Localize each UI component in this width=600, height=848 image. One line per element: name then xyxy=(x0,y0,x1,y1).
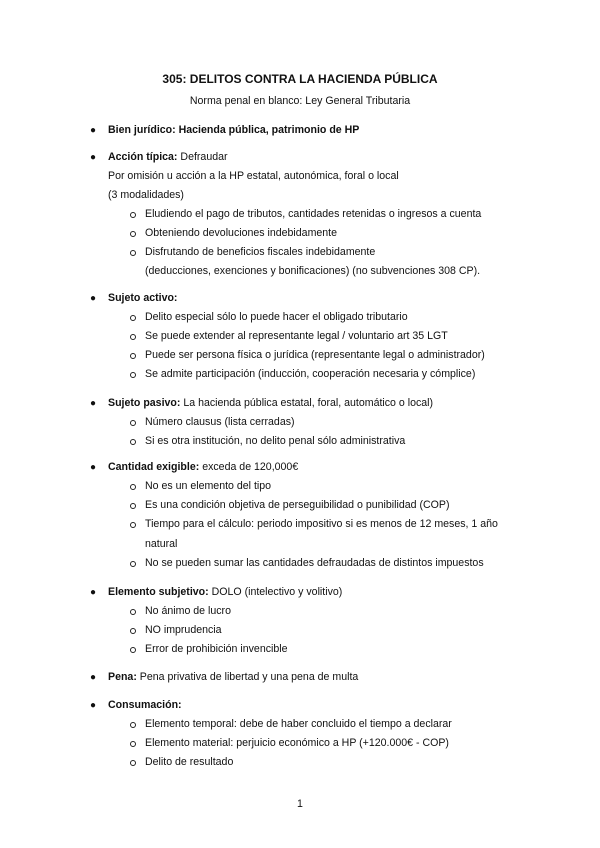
list-item-continuation: (deducciones, exenciones y bonificaciones) (no subvenciones 308 CP). xyxy=(145,265,481,277)
list-item: Eludiendo el pago de tributos, cantidades retenidas o ingresos a cuenta xyxy=(145,208,482,220)
section-elemento-subjetivo xyxy=(108,586,342,599)
section-text: DOLO (intelectivo y volitivo) xyxy=(208,586,343,598)
accion-description: Por omisión u acción a la HP estatal, autonómica, foral o local xyxy=(108,170,399,182)
section-label: Pena: xyxy=(108,671,137,683)
section-label: Cantidad exigible: xyxy=(108,461,200,473)
list-item: Es una condición objetiva de perseguibilidad o punibilidad (COP) xyxy=(145,499,450,511)
circle-bullet-icon xyxy=(130,628,136,634)
circle-bullet-icon xyxy=(130,439,136,445)
list-item: Tiempo para el cálculo: periodo impositivo si es menos de 12 meses, 1 año xyxy=(145,518,498,530)
circle-bullet-icon xyxy=(130,760,136,766)
list-item: No se pueden sumar las cantidades defraudadas de distintos impuestos xyxy=(145,557,484,569)
circle-bullet-icon xyxy=(130,250,136,256)
circle-bullet-icon xyxy=(130,334,136,340)
list-item: Delito de resultado xyxy=(145,756,234,768)
section-consumacion xyxy=(108,699,182,712)
bullet-icon: ● xyxy=(90,587,97,598)
section-label: Elemento subjetivo: xyxy=(108,586,209,598)
bullet-icon: ● xyxy=(90,672,97,683)
circle-bullet-icon xyxy=(130,231,136,237)
list-item: Obteniendo devoluciones indebidamente xyxy=(145,227,338,239)
list-item: Delito especial sólo lo puede hacer el obligado tributario xyxy=(145,311,408,323)
section-sujeto-pasivo xyxy=(108,397,433,410)
circle-bullet-icon xyxy=(130,647,136,653)
list-item: Puede ser persona física o jurídica (representante legal o administrador) xyxy=(145,349,485,361)
section-accion-tipica xyxy=(108,151,228,164)
list-item: Elemento material: perjuicio económico a HP (+120.000€ - COP) xyxy=(145,737,449,749)
list-item: Se admite participación (inducción, cooperación necesaria y cómplice) xyxy=(145,368,476,380)
list-item: Se puede extender al representante legal / voluntario art 35 LGT xyxy=(145,330,448,342)
section-text: exceda de 120,000€ xyxy=(199,461,299,473)
section-pena xyxy=(108,671,358,684)
circle-bullet-icon xyxy=(130,353,136,359)
section-label: Acción típica: xyxy=(108,151,178,163)
circle-bullet-icon xyxy=(130,561,136,567)
list-item: Disfrutando de beneficios fiscales indebidamente xyxy=(145,246,376,258)
section-sujeto-activo xyxy=(108,292,177,305)
bullet-icon: ● xyxy=(90,293,97,304)
section-label: Consumación: xyxy=(108,699,182,711)
section-text: La hacienda pública estatal, foral, automático o local) xyxy=(180,397,434,409)
bullet-icon: ● xyxy=(90,398,97,409)
list-item: Error de prohibición invencible xyxy=(145,643,288,655)
page-subtitle: Norma penal en blanco: Ley General Tributaria xyxy=(189,95,411,107)
circle-bullet-icon xyxy=(130,609,136,615)
section-bien-juridico xyxy=(108,124,359,137)
bullet-icon: ● xyxy=(90,152,97,163)
circle-bullet-icon xyxy=(130,212,136,218)
section-cantidad-exigible xyxy=(108,461,298,474)
circle-bullet-icon xyxy=(130,484,136,490)
section-text: Defraudar xyxy=(177,151,228,163)
circle-bullet-icon xyxy=(130,522,136,528)
accion-description: (3 modalidades) xyxy=(108,189,184,201)
list-item: NO imprudencia xyxy=(145,624,222,636)
page-number: 1 xyxy=(297,798,303,810)
list-item: Número clausus (lista cerradas) xyxy=(145,416,295,428)
list-item: Si es otra institución, no delito penal sólo administrativa xyxy=(145,435,406,447)
section-label: Bien jurídico: Hacienda pública, patrimonio de HP xyxy=(108,124,360,136)
bullet-icon: ● xyxy=(90,700,97,711)
list-item: No es un elemento del tipo xyxy=(145,480,272,492)
list-item-continuation: natural xyxy=(145,538,178,550)
circle-bullet-icon xyxy=(130,503,136,509)
section-label: Sujeto pasivo: xyxy=(108,397,181,409)
circle-bullet-icon xyxy=(130,741,136,747)
bullet-icon: ● xyxy=(90,125,97,136)
section-label: Sujeto activo: xyxy=(108,292,178,304)
circle-bullet-icon xyxy=(130,722,136,728)
circle-bullet-icon xyxy=(130,315,136,321)
list-item: No ánimo de lucro xyxy=(145,605,231,617)
section-text: Pena privativa de libertad y una pena de multa xyxy=(136,671,359,683)
page-title: 305: DELITOS CONTRA LA HACIENDA PÚBLICA xyxy=(162,72,438,86)
list-item: Elemento temporal: debe de haber concluido el tiempo a declarar xyxy=(145,718,452,730)
circle-bullet-icon xyxy=(130,372,136,378)
circle-bullet-icon xyxy=(130,420,136,426)
bullet-icon: ● xyxy=(90,462,97,473)
